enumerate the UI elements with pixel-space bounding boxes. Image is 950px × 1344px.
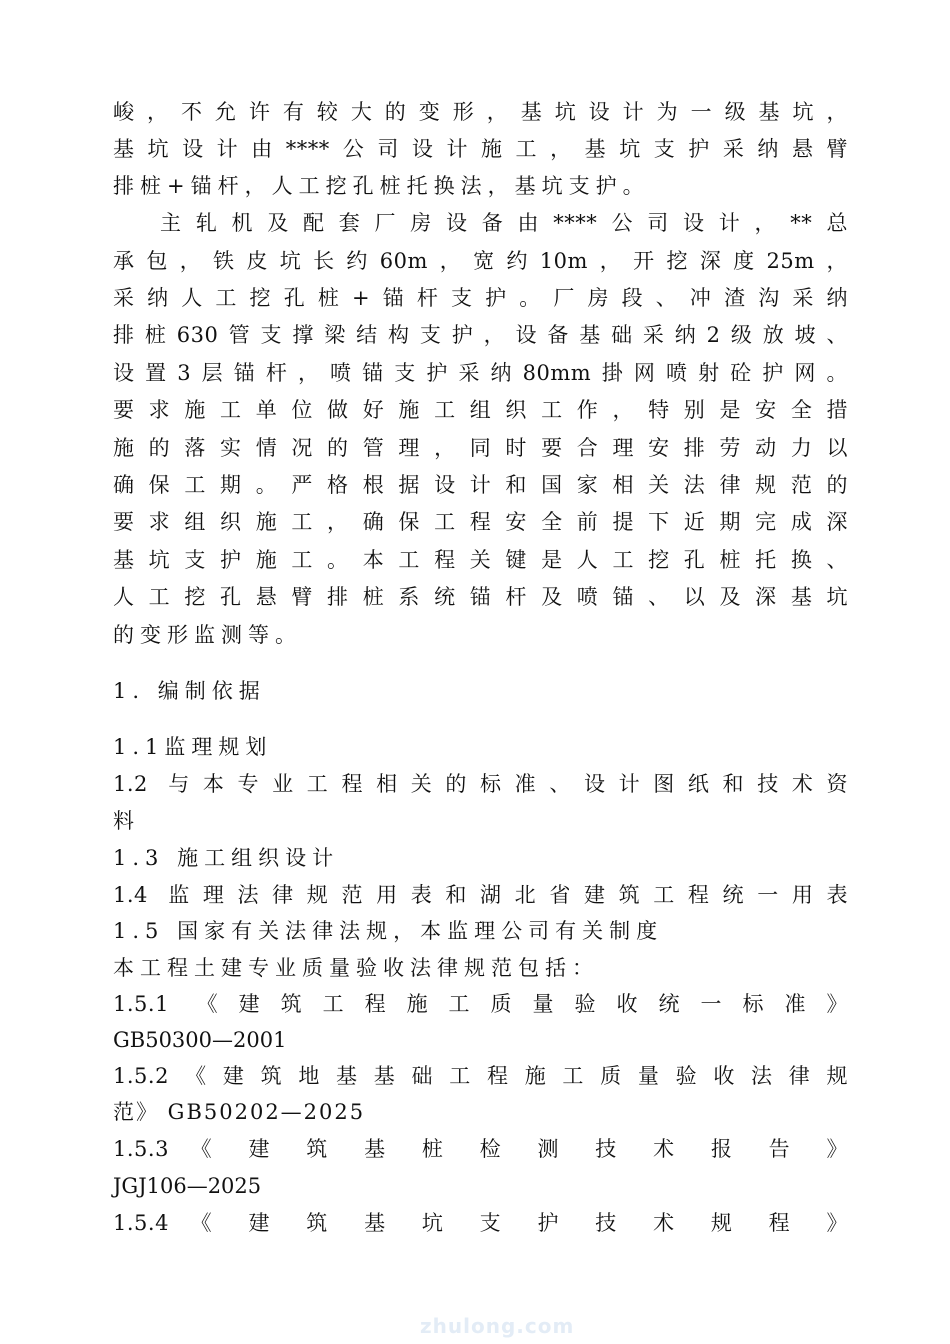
text-line: 采纳人工挖孔桩+锚杆支护。厂房段、冲渣沟采纳 [113, 286, 848, 310]
text-line: 排桩630管支撑梁结构支护，设备基础采纳2级放坡、 [113, 323, 848, 347]
text-line: 要求施工单位做好施工组织工作，特别是安全措 [113, 398, 848, 422]
list-item: 1.1监理规划 [113, 735, 273, 759]
list-item: 1.2 与本专业工程相关的标准、设计图纸和技术资 [113, 772, 848, 796]
text-line: 主轧机及配套厂房设备由****公司设计，**总 [160, 211, 848, 235]
text-line: 峻，不允许有较大的变形，基坑设计为一级基坑， [113, 100, 848, 124]
list-item: 1.5.1 《建筑工程施工质量验收统一标准》 [113, 992, 848, 1016]
list-item: 1.5 国家有关法律法规，本监理公司有关制度 [113, 919, 664, 943]
list-item: JGJ106—2025 [113, 1174, 262, 1198]
text-line: 排桩+锚杆，人工挖孔桩托换法，基坑支护。 [113, 174, 650, 198]
text-line: 承包，铁皮坑长约60m，宽约10m，开挖深度25m， [113, 249, 848, 273]
watermark: zhulong.com [420, 1314, 575, 1338]
text-line: 设置3层锚杆，喷锚支护采纳80mm掛网喷射砼护网。 [113, 361, 848, 385]
text-line: 基坑支护施工。本工程关键是人工挖孔桩托换、 [113, 548, 848, 572]
text-line: 施的落实情况的管理，同时要合理安排劳动力以 [113, 436, 848, 460]
list-item: 1.5.4 《 建 筑 基 坑 支 护 技 术 规 程 》 [113, 1211, 848, 1235]
list-item: 1.4 监理法律规范用表和湖北省建筑工程统一用表 [113, 883, 848, 907]
list-item: 1.5.3 《 建 筑 基 桩 检 测 技 术 报 告 》 [113, 1137, 848, 1161]
text-line: 确保工期。严格根据设计和国家相关法律规范的 [113, 473, 848, 497]
text-line: 要求组织施工，确保工程安全前提下近期完成深 [113, 510, 848, 534]
list-item: GB50300—2001 [113, 1028, 287, 1052]
text-line: 基坑设计由****公司设计施工，基坑支护采纳悬臂 [113, 137, 848, 161]
list-item: 本工程土建专业质量验收法律规范包括： [113, 956, 599, 980]
text-line: 的变形监测等。 [113, 623, 302, 647]
text-line: 人工挖孔悬臂排桩系统锚杆及喷锚、以及深基坑 [113, 585, 848, 609]
list-item: 1.5.2《建筑地基基础工程施工质量验收法律规 [113, 1064, 848, 1088]
list-item: 范》 GB50202—2025 [113, 1100, 366, 1124]
section-heading: 1. 编制依据 [113, 679, 266, 703]
list-item: 1.3 施工组织设计 [113, 846, 340, 870]
list-item: 料 [113, 809, 140, 833]
